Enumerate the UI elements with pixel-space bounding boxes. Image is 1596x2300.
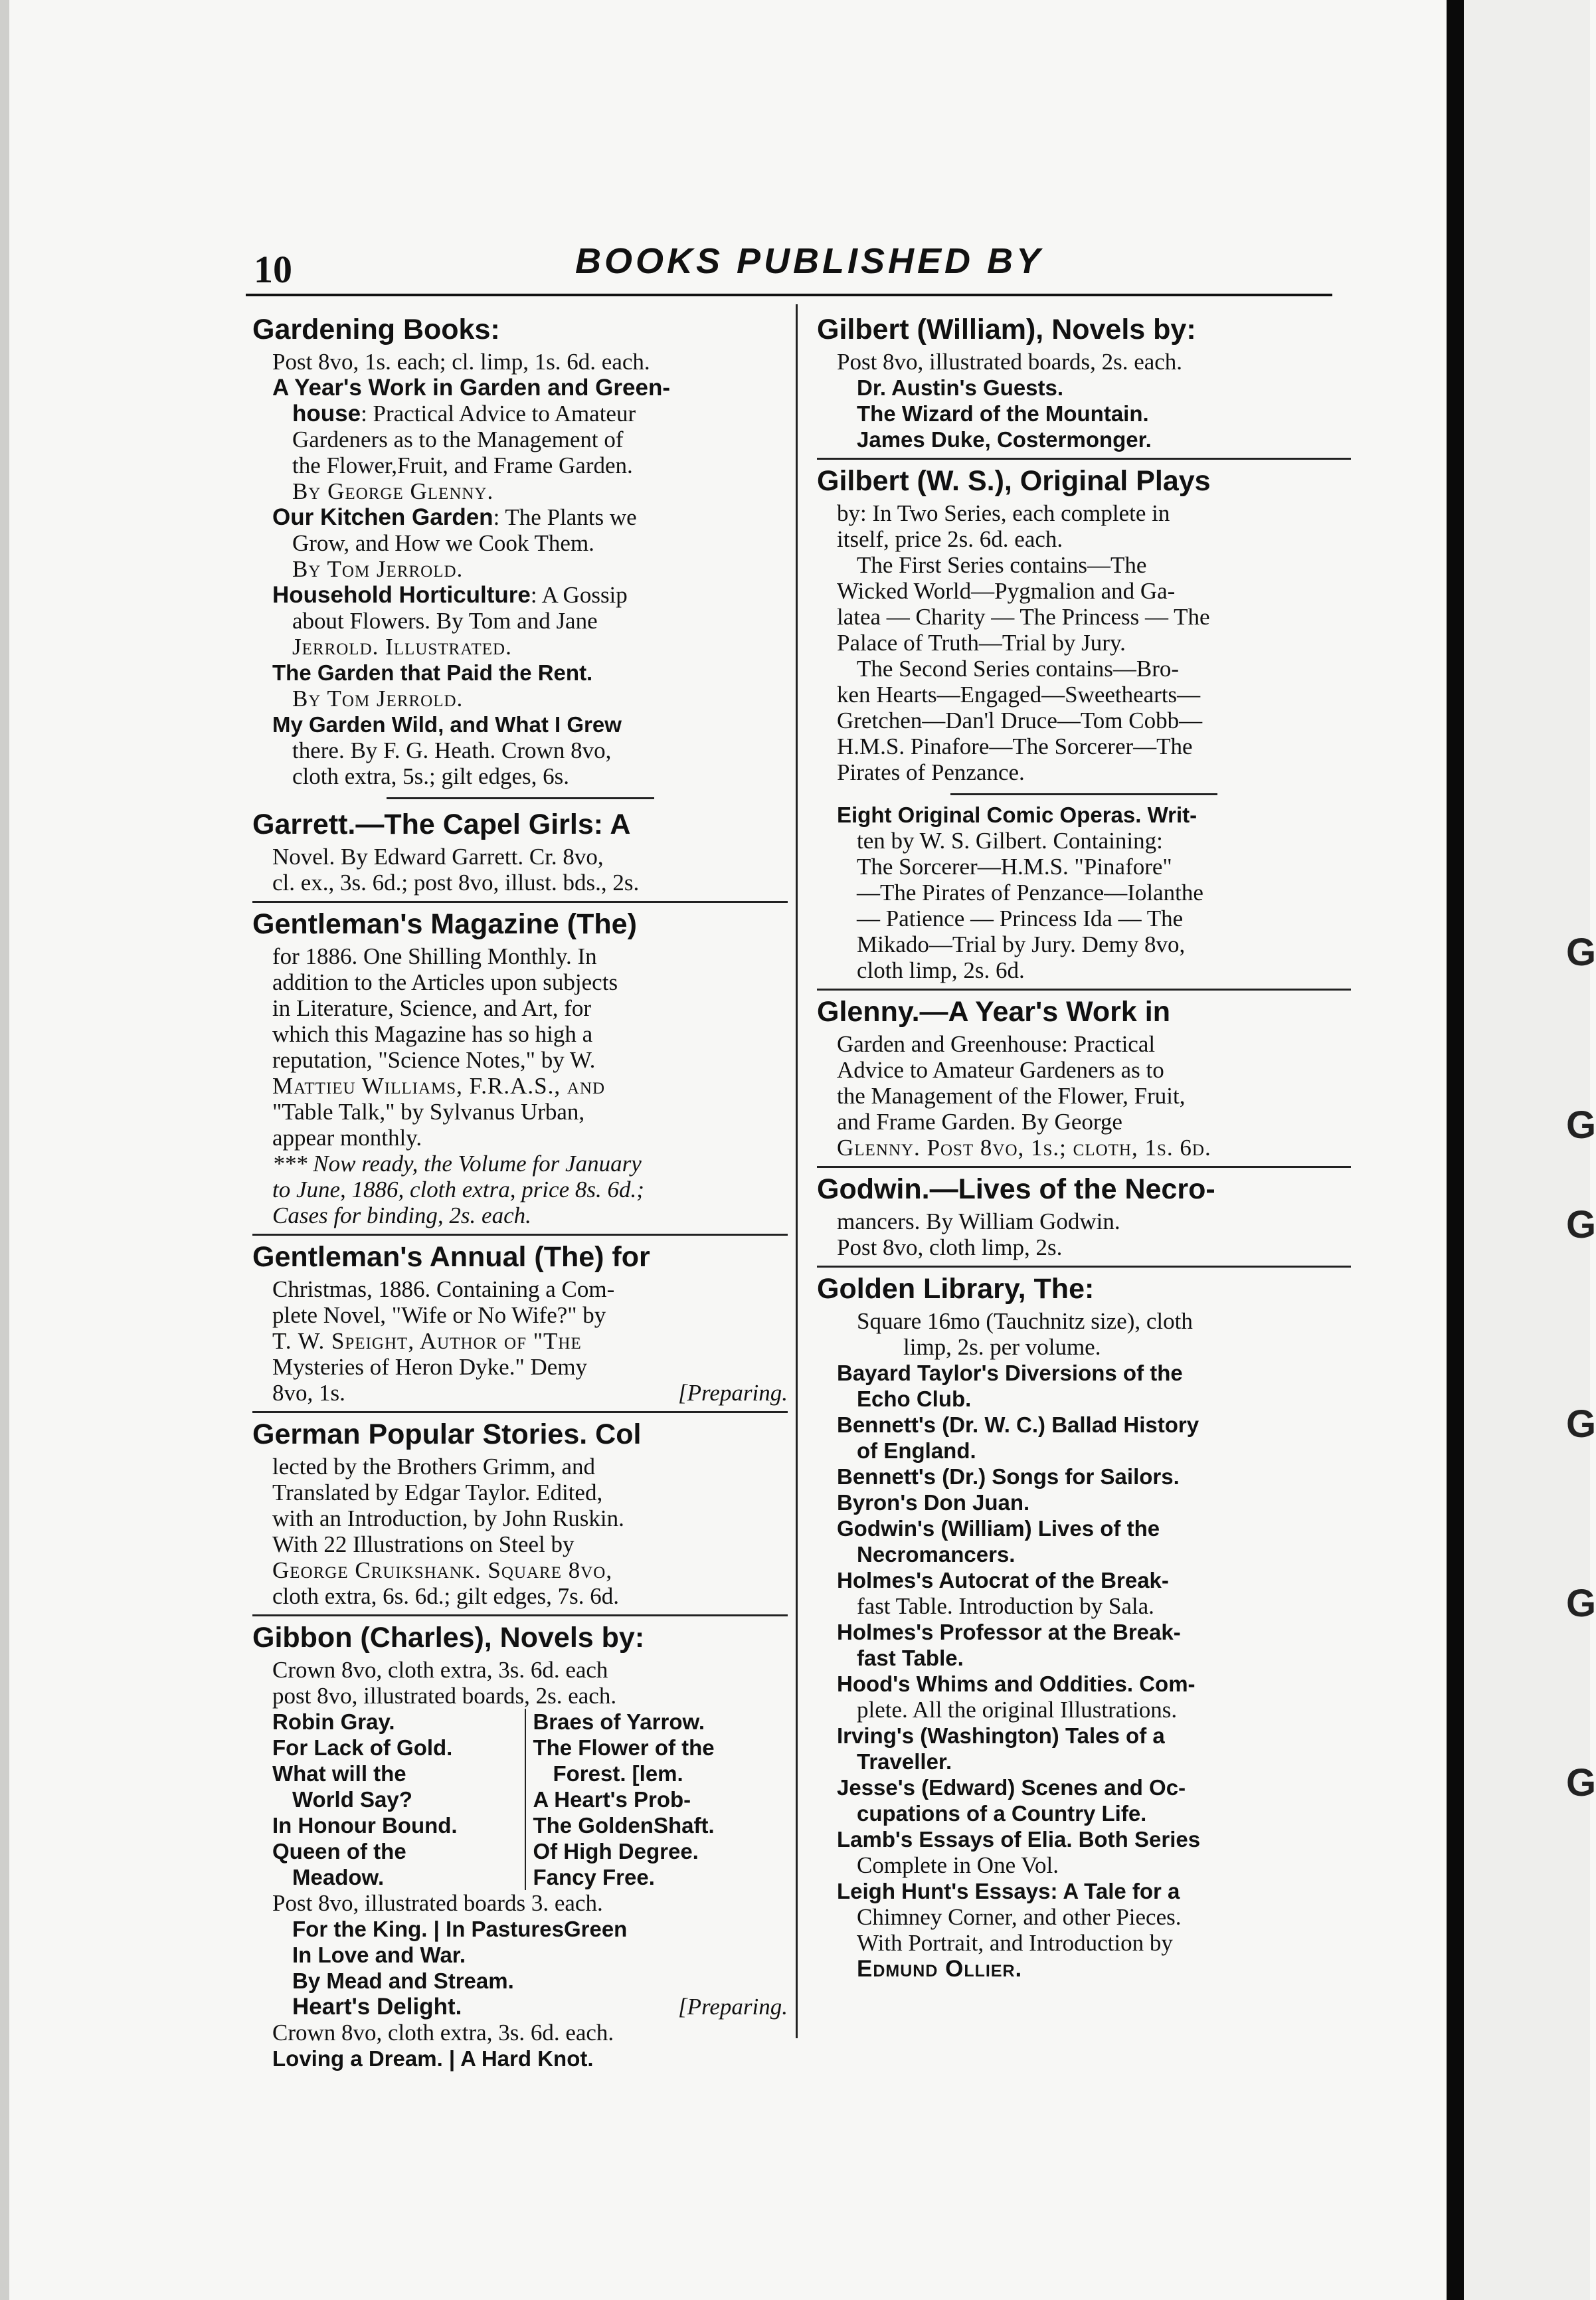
entry-line: Crown 8vo, cloth extra, 3s. 6d. each. [272,2020,614,2046]
running-head: BOOKS PUBLISHED BY [575,241,1044,281]
entry-title: Golden Library, The: [817,1273,1095,1305]
entry-gentlemans-annual [252,1238,788,1406]
column-divider [796,304,798,2038]
entry-line: itself, price 2s. 6d. each. [837,526,1063,552]
list-item: The GoldenShaft. [533,1813,715,1838]
book-title: Our Kitchen Garden [272,504,493,530]
entry-godwin [817,1171,1351,1260]
entry-line: Post 8vo, illustrated boards, 2s. each. [837,349,1183,375]
list-item: Of High Degree. [533,1839,699,1864]
entry-line: Gardeners as to the Management of [292,427,624,452]
entry-line: Edmund Ollier. [857,1956,1023,1982]
margin-letter: G [1566,1761,1596,1804]
entry-gardening-books [252,311,788,789]
list-item: The Wizard of the Mountain. [857,401,1149,426]
entry-line: With Portrait, and Introduction by [857,1930,1173,1956]
entry-title: Garrett.—The Capel Girls: A [252,809,631,840]
entry-line: Mikado—Trial by Jury. Demy 8vo, [857,931,1186,957]
list-item: Queen of the [272,1839,406,1864]
list-item: Echo Club. [857,1387,972,1411]
list-item: For the King. | In PasturesGreen [292,1917,628,1941]
list-item: Byron's Don Juan. [837,1490,1030,1515]
list-item: Braes of Yarrow. [533,1709,705,1734]
entry-line: Translated by Edgar Taylor. Edited, [272,1480,603,1505]
list-item: Dr. Austin's Guests. [857,375,1064,400]
entry-line: Jerrold. Illustrated. [292,634,512,660]
right-column [817,311,1351,1982]
entry-glenny [817,993,1351,1161]
list-item: Meadow. [292,1865,385,1889]
entry-gentlemans-magazine [252,906,788,1228]
section-rule [252,1614,788,1616]
entry-line: reputation, "Science Notes," by W. [272,1047,596,1073]
entry-line: ten by W. S. Gilbert. Containing: [857,828,1163,854]
list-item: Necromancers. [857,1542,1016,1567]
page-number: 10 [254,248,292,291]
entry-line: Novel. By Edward Garrett. Cr. 8vo, [272,844,604,870]
list-item: Bayard Taylor's Diversions of the [837,1361,1183,1385]
list-item: cupations of a Country Life. [857,1801,1147,1826]
entry-line: cloth limp, 2s. 6d. [857,957,1025,983]
entry-line: limp, 2s. per volume. [903,1334,1101,1360]
section-rule [252,901,788,903]
book-title: My Garden Wild, and What I Grew [272,712,622,737]
entry-title: Gentleman's Annual (The) for [252,1241,650,1273]
entry-line: the Management of the Flower, Fruit, [837,1083,1186,1109]
entry-line: Complete in One Vol. [857,1852,1059,1878]
entry-line: T. W. Speight, Author of "The [272,1328,582,1354]
entry-title: German Popular Stories. Col [252,1418,642,1450]
entry-line: : The Plants we [493,504,637,530]
entry-line: By Tom Jerrold. [292,686,464,712]
list-item: Holmes's Professor at the Break- [837,1620,1181,1644]
entry-line: Crown 8vo, cloth extra, 3s. 6d. each [272,1657,608,1683]
entry-line: Pirates of Penzance. [837,759,1025,785]
list-item: Hood's Whims and Oddities. Com- [837,1672,1196,1696]
list-item: Forest. [lem. [553,1761,683,1786]
entry-line: in Literature, Science, and Art, for [272,995,592,1021]
entry-line: Post 8vo, illustrated boards 3. each. [272,1890,603,1916]
entry-line: *** Now ready, the Volume for January [272,1151,642,1177]
entry-line: the Flower,Fruit, and Frame Garden. [292,452,633,478]
section-rule [817,458,1351,460]
entry-line: Garden and Greenhouse: Practical [837,1031,1156,1057]
entry-line: 8vo, 1s. [272,1380,345,1406]
section-rule [817,989,1351,991]
section-rule [387,797,654,799]
list-item: Robin Gray. [272,1709,395,1734]
entry-line: cl. ex., 3s. 6d.; post 8vo, illust. bds., 2s. [272,870,640,896]
entry-line: Christmas, 1886. Containing a Com- [272,1276,615,1302]
entry-line: The Sorcerer—H.M.S. "Pinafore" [857,854,1172,880]
entry-golden-library [817,1270,1351,1982]
entry-line: Mysteries of Heron Dyke." Demy [272,1354,588,1380]
entry-title: Godwin.—Lives of the Necro- [817,1173,1215,1205]
novel-list [252,1709,788,1890]
entry-gilbert-william [817,311,1351,452]
entry-line: mancers. By William Godwin. [837,1208,1120,1234]
entry-line: with an Introduction, by John Ruskin. [272,1505,624,1531]
entry-line: post 8vo, illustrated boards, 2s. each. [272,1683,617,1709]
entry-line: : A Gossip [530,582,628,608]
entry-german-popular-stories [252,1416,788,1609]
book-title: The Garden that Paid the Rent. [272,660,593,685]
entry-line: ken Hearts—Engaged—Sweethearts— [837,682,1201,708]
list-item: Leigh Hunt's Essays: A Tale for a [837,1879,1180,1903]
list-item: The Flower of the [533,1735,715,1760]
left-column [252,311,788,2071]
entry-gibbon [252,1619,788,2071]
book-title: A Year's Work in Garden and Green- [272,375,670,401]
book-title: Eight Original Comic Operas. Writ- [837,803,1197,827]
list-item: Holmes's Autocrat of the Break- [837,1568,1169,1592]
entry-line: —The Pirates of Penzance—Iolanthe [857,880,1203,906]
entry-garrett [252,806,788,896]
entry-line: By Tom Jerrold. [292,556,464,582]
list-item: In Love and War. [292,1943,466,1967]
list-item: What will the [272,1761,406,1786]
entry-line: lected by the Brothers Grimm, and [272,1454,595,1480]
entry-line: : Practical Advice to Amateur [361,401,636,427]
section-rule [252,1234,788,1236]
facing-page-margin [1464,0,1590,2300]
entry-line: which this Magazine has so high a [272,1021,593,1047]
list-item: For Lack of Gold. [272,1735,453,1760]
section-rule [817,1266,1351,1268]
entry-line: Cases for binding, 2s. each. [272,1202,531,1228]
entry-title: Gardening Books: [252,314,500,345]
list-item: Traveller. [857,1749,952,1774]
entry-line: H.M.S. Pinafore—The Sorcerer—The [837,733,1193,759]
entry-line: latea — Charity — The Princess — The [837,604,1210,630]
entry-line: Wicked World—Pygmalion and Ga- [837,578,1176,604]
list-item: Lamb's Essays of Elia. Both Series [837,1827,1201,1852]
list-item: James Duke, Costermonger. [857,427,1152,452]
entry-title: Gilbert (William), Novels by: [817,314,1196,345]
list-item: Heart's Delight. [292,1994,462,2020]
entry-line: With 22 Illustrations on Steel by [272,1531,575,1557]
margin-letter: G [1566,1103,1596,1147]
entry-line: fast Table. Introduction by Sala. [857,1593,1154,1619]
list-item: Fancy Free. [533,1865,655,1889]
section-rule [817,1166,1351,1168]
list-item: World Say? [292,1787,412,1812]
book-spine-shadow [1447,0,1464,2300]
entry-line: Square 16mo (Tauchnitz size), cloth [857,1308,1193,1334]
list-item: Irving's (Washington) Tales of a [837,1723,1165,1748]
list-item: fast Table. [857,1646,964,1670]
book-title: house [292,401,361,427]
entry-line: Grow, and How we Cook Them. [292,530,594,556]
entry-line: Post 8vo, 1s. each; cl. limp, 1s. 6d. each. [272,349,650,375]
entry-line: Post 8vo, cloth limp, 2s. [837,1234,1063,1260]
entry-line: The Second Series contains—Bro- [857,656,1180,682]
entry-line: addition to the Articles upon subjects [272,969,618,995]
list-item: Loving a Dream. | A Hard Knot. [272,2046,594,2071]
section-rule [950,793,1217,795]
list-item: By Mead and Stream. [292,1968,514,1993]
page-edge-left [0,0,9,2300]
entry-line: By George Glenny. [292,478,494,504]
entry-line: cloth extra, 5s.; gilt edges, 6s. [292,763,570,789]
entry-line: plete Novel, "Wife or No Wife?" by [272,1302,606,1328]
entry-title: Gentleman's Magazine (The) [252,908,637,940]
entry-line: Glenny. Post 8vo, 1s.; cloth, 1s. 6d. [837,1135,1211,1161]
entry-line: and Frame Garden. By George [837,1109,1122,1135]
list-item: of England. [857,1438,976,1463]
header-rule [246,294,1332,296]
entry-title: Gilbert (W. S.), Original Plays [817,465,1211,497]
list-item: Bennett's (Dr.) Songs for Sailors. [837,1464,1180,1489]
entry-line: plete. All the original Illustrations. [857,1697,1178,1723]
entry-line: there. By F. G. Heath. Crown 8vo, [292,737,612,763]
list-item: Bennett's (Dr. W. C.) Ballad History [837,1412,1199,1437]
entry-title: Gibbon (Charles), Novels by: [252,1622,645,1654]
margin-letter: G [1566,1402,1596,1446]
entry-line: Gretchen—Dan'l Druce—Tom Cobb— [837,708,1203,733]
entry-line: cloth extra, 6s. 6d.; gilt edges, 7s. 6d. [272,1583,620,1609]
entry-line: George Cruikshank. Square 8vo, [272,1557,613,1583]
entry-gilbert-ws [817,462,1351,983]
list-item: Jesse's (Edward) Scenes and Oc- [837,1775,1186,1800]
entry-line: The First Series contains—The [857,552,1147,578]
margin-letter: G [1566,1203,1596,1246]
entry-line: Mattieu Williams, F.R.A.S., and [272,1073,606,1099]
status-note: [Preparing. [678,1994,788,2020]
entry-line: Advice to Amateur Gardeners as to [837,1057,1164,1083]
entry-line: Palace of Truth—Trial by Jury. [837,630,1126,656]
list-item: A Heart's Prob- [533,1787,691,1812]
margin-letter: G [1566,931,1596,974]
list-item: Godwin's (William) Lives of the [837,1516,1160,1541]
margin-letter: G [1566,1582,1596,1625]
entry-line: about Flowers. By Tom and Jane [292,608,598,634]
entry-line: to June, 1886, cloth extra, price 8s. 6d.; [272,1177,644,1202]
entry-line: by: In Two Series, each complete in [837,500,1170,526]
book-title: Household Horticulture [272,582,531,608]
entry-line: — Patience — Princess Ida — The [857,906,1184,931]
entry-title: Glenny.—A Year's Work in [817,996,1170,1028]
status-note: [Preparing. [678,1380,788,1406]
section-rule [252,1411,788,1413]
entry-line: Chimney Corner, and other Pieces. [857,1904,1182,1930]
entry-line: "Table Talk," by Sylvanus Urban, [272,1099,585,1125]
entry-line: appear monthly. [272,1125,422,1151]
list-item: In Honour Bound. [272,1813,458,1838]
entry-line: for 1886. One Shilling Monthly. In [272,943,597,969]
